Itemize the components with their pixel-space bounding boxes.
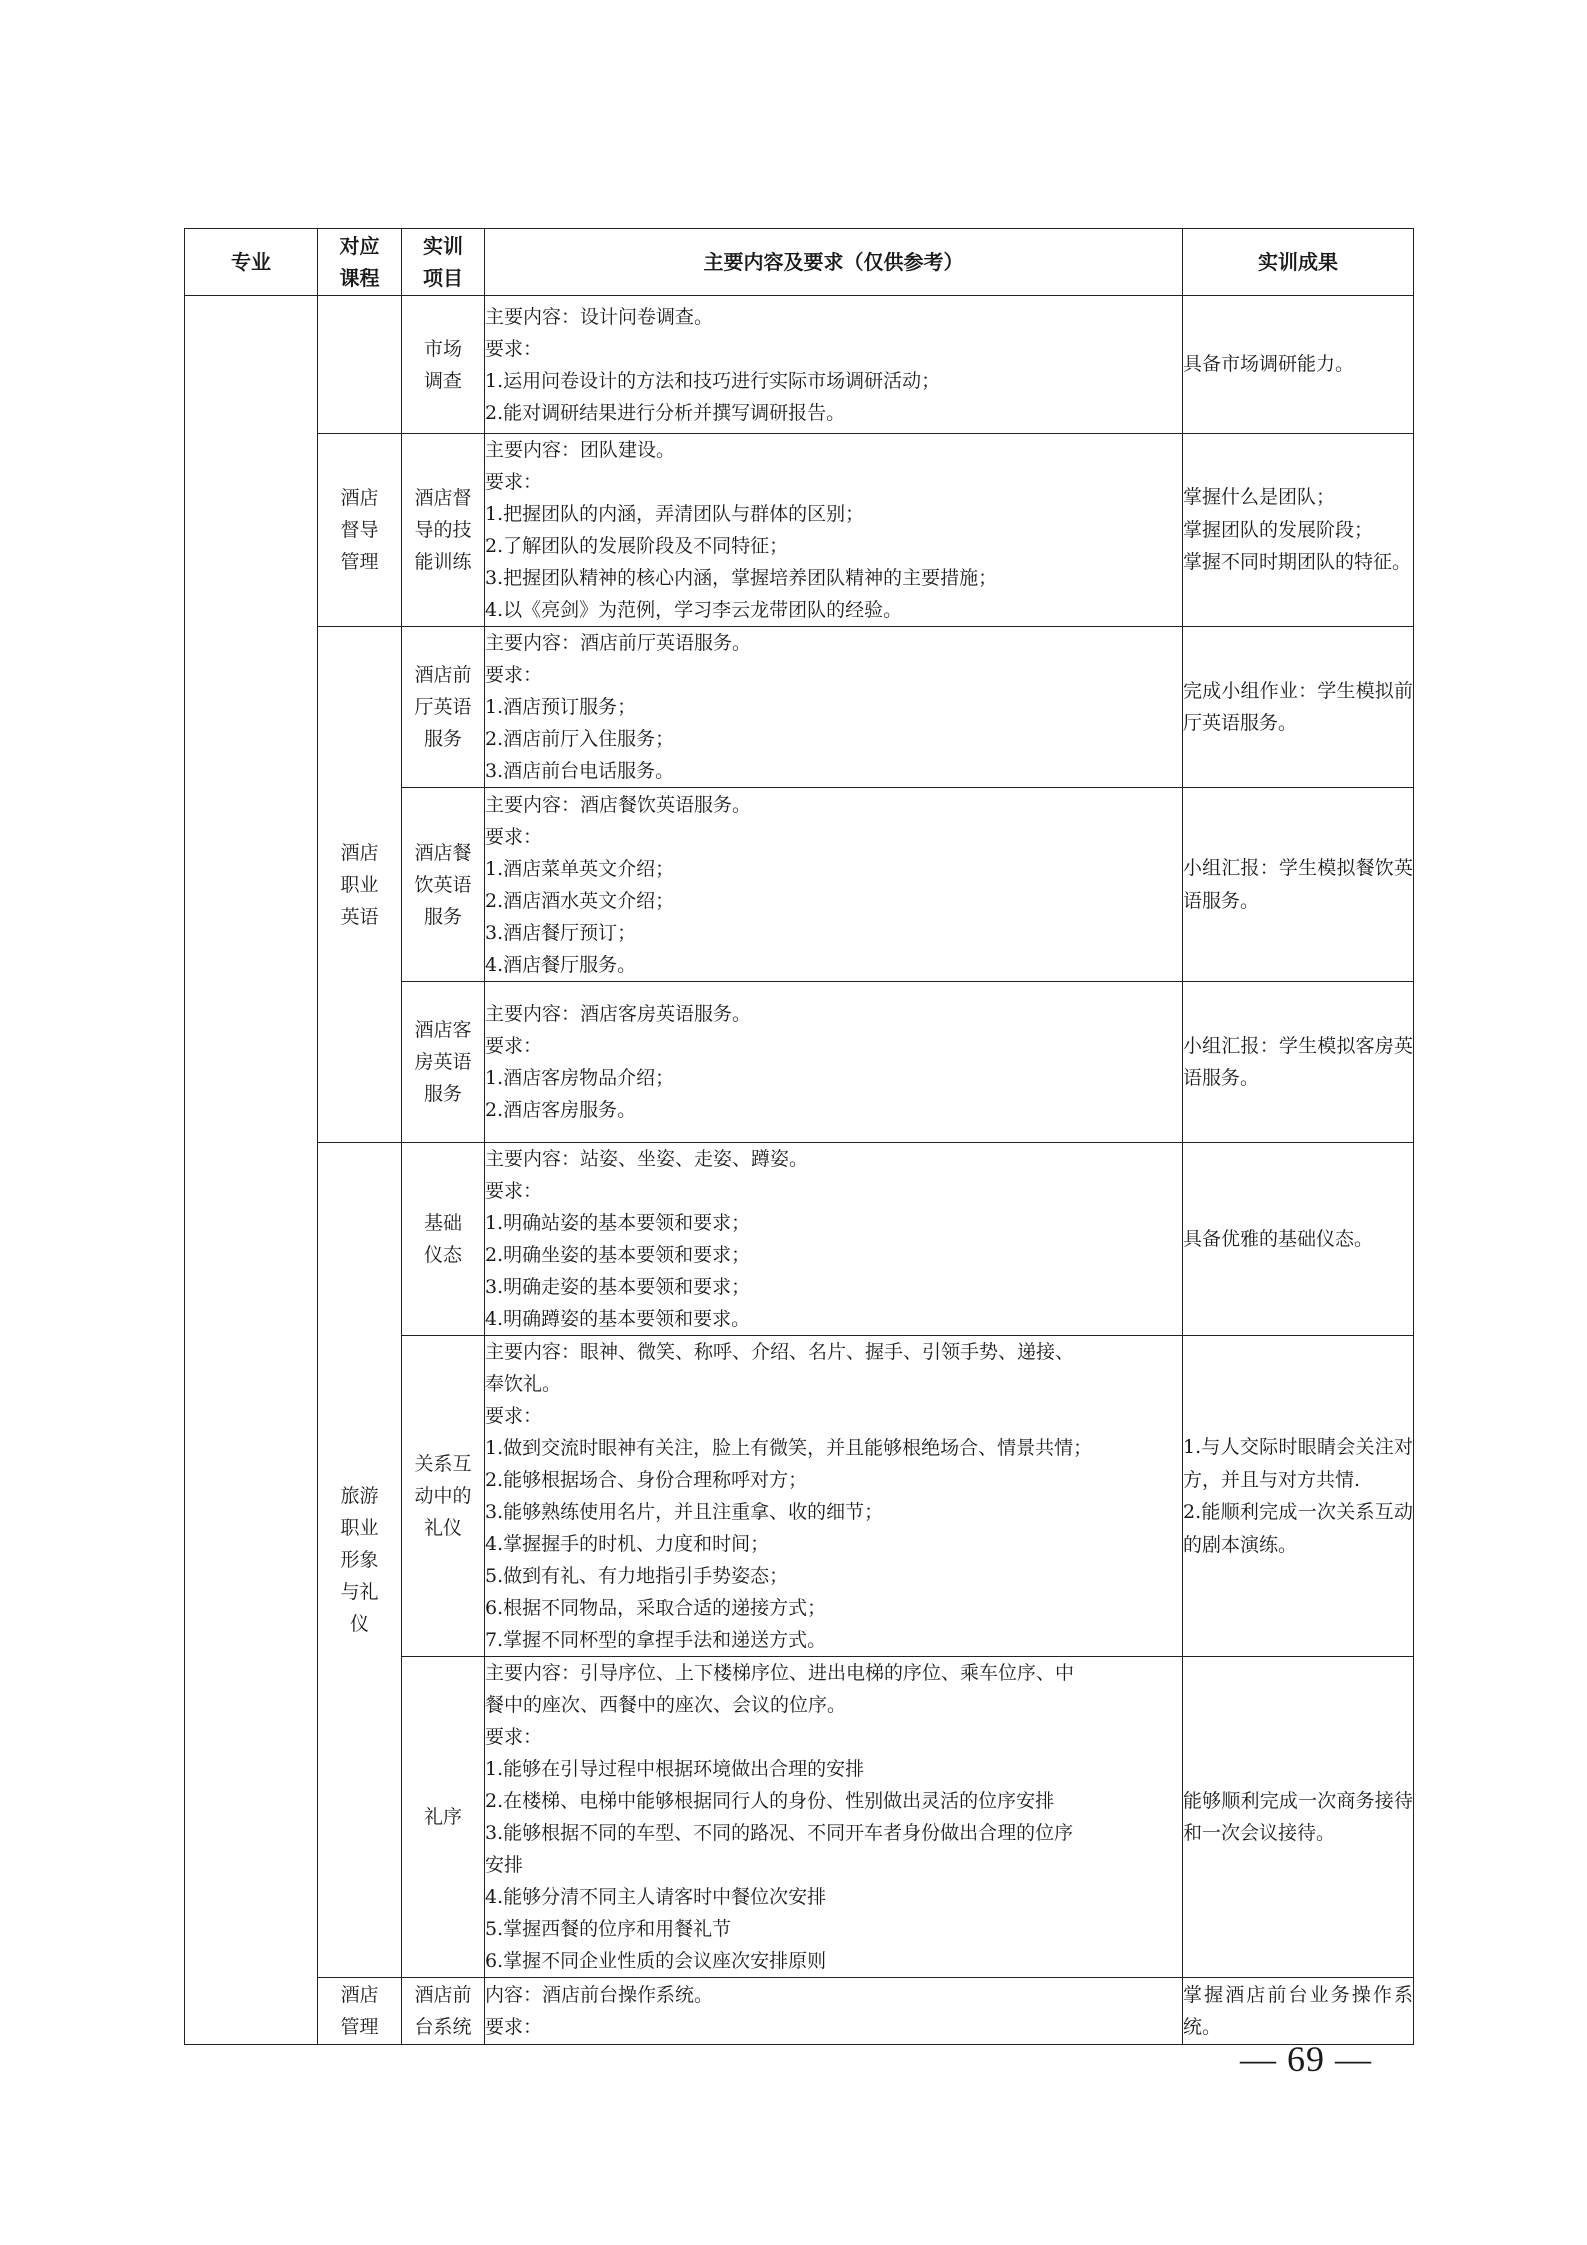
content-line: 3.明确走姿的基本要领和要求； — [485, 1276, 751, 1298]
cell-project: 关系互 动中的 礼仪 — [402, 1336, 485, 1657]
cell-content — [485, 1657, 1183, 1978]
content-line: 要求： — [485, 1180, 543, 1202]
cell-result — [1183, 627, 1414, 788]
content-line: 4.以《亮剑》为范例，学习李云龙带团队的经验。 — [485, 599, 903, 621]
content-line: 3.能够根据不同的车型、不同的路况、不同开车者身份做出合理的位序 — [485, 1822, 1074, 1844]
content-line: 1.酒店客房物品介绍； — [485, 1067, 675, 1089]
content-line: 2.酒店酒水英文介绍； — [485, 889, 675, 912]
header-major: 专业 — [185, 229, 318, 296]
cell-project: 酒店前 台系统 — [402, 1978, 485, 2045]
content-line: 3.酒店餐厅预订； — [485, 921, 637, 944]
result-line: 2.能顺利完成一次关系互动的剧本演练。 — [1183, 1501, 1413, 1556]
content-line: 2.能够根据场合、身份合理称呼对方； — [485, 1469, 808, 1491]
content-line: 2.能对调研结果进行分析并撰写调研报告。 — [485, 401, 846, 424]
cell-course: 酒店 督导 管理 — [318, 434, 402, 627]
content-line: 3.能够熟练使用名片，并且注重拿、收的细节； — [485, 1501, 884, 1523]
cell-project: 酒店前 厅英语 服务 — [402, 627, 485, 788]
result-line: 掌握酒店前台业务操作系统。 — [1183, 1983, 1413, 2038]
content-line: 主要内容：酒店前厅英语服务。 — [485, 632, 752, 654]
cell-content — [485, 1978, 1183, 2045]
cell-content — [485, 1143, 1183, 1336]
content-line: 1.明确站姿的基本要领和要求； — [485, 1212, 751, 1234]
result-line: 具备优雅的基础仪态。 — [1183, 1227, 1374, 1250]
table-row — [185, 434, 1414, 627]
content-line: 4.酒店餐厅服务。 — [485, 953, 637, 976]
content-line: 要求： — [485, 664, 543, 686]
cell-result — [1183, 1143, 1414, 1336]
content-line: 要求： — [485, 1035, 543, 1057]
content-line: 4.能够分清不同主人请客时中餐位次安排 — [485, 1886, 827, 1908]
content-line: 主要内容：酒店餐饮英语服务。 — [485, 793, 752, 816]
cell-content — [485, 627, 1183, 788]
result-line: 完成小组作业：学生模拟前厅英语服务。 — [1183, 679, 1413, 734]
content-line: 1.把握团队的内涵，弄清团队与群体的区别； — [485, 503, 865, 525]
content-line: 要求： — [485, 471, 543, 493]
cell-project: 酒店客 房英语 服务 — [402, 982, 485, 1143]
header-course: 对应 课程 — [318, 229, 402, 296]
content-line: 6.掌握不同企业性质的会议座次安排原则 — [485, 1950, 827, 1972]
header-result: 实训成果 — [1183, 229, 1414, 296]
content-line: 5.做到有礼、有力地指引手势姿态； — [485, 1565, 789, 1587]
cell-project: 市场 调查 — [402, 296, 485, 434]
header-project: 实训 项目 — [402, 229, 485, 296]
table-row — [185, 1978, 1414, 2045]
content-line: 安排 — [485, 1854, 524, 1876]
result-line: 小组汇报：学生模拟餐饮英语服务。 — [1183, 857, 1413, 912]
cell-content — [485, 1336, 1183, 1657]
content-line: 2.在楼梯、电梯中能够根据同行人的身份、性别做出灵活的位序安排 — [485, 1790, 1055, 1812]
content-line: 主要内容：团队建设。 — [485, 439, 676, 461]
content-line: 要求： — [485, 825, 543, 848]
cell-result — [1183, 788, 1414, 982]
content-line: 主要内容：眼神、微笑、称呼、介绍、名片、握手、引领手势、递接、 — [485, 1341, 1075, 1363]
content-line: 2.了解团队的发展阶段及不同特征； — [485, 535, 789, 557]
cell-content — [485, 434, 1183, 627]
content-line: 1.酒店预订服务； — [485, 696, 637, 718]
cell-result — [1183, 1336, 1414, 1657]
table-row — [185, 627, 1414, 788]
content-line: 要求： — [485, 2016, 543, 2038]
result-line: 具备市场调研能力。 — [1183, 353, 1355, 376]
cell-project: 酒店餐 饮英语 服务 — [402, 788, 485, 982]
result-line: 能够顺利完成一次商务接待和一次会议接待。 — [1183, 1789, 1413, 1844]
content-line: 要求： — [485, 1405, 543, 1427]
cell-content — [485, 296, 1183, 434]
content-line: 1.能够在引导过程中根据环境做出合理的安排 — [485, 1758, 865, 1780]
content-line: 4.明确蹲姿的基本要领和要求。 — [485, 1308, 751, 1330]
header-row — [185, 229, 1414, 296]
cell-result — [1183, 1657, 1414, 1978]
result-line: 掌握团队的发展阶段； — [1183, 518, 1374, 541]
content-line: 要求： — [485, 337, 543, 360]
content-line: 内容：酒店前台操作系统。 — [485, 1984, 714, 2006]
page-number: — 69 — — [1240, 2039, 1372, 2079]
cell-content — [485, 982, 1183, 1143]
content-line: 3.把握团队精神的核心内涵，掌握培养团队精神的主要措施； — [485, 567, 998, 589]
cell-content — [485, 788, 1183, 982]
content-line: 主要内容：引导序位、上下楼梯序位、进出电梯的序位、乘车位序、中 — [485, 1662, 1075, 1684]
table-row — [185, 1143, 1414, 1336]
cell-result — [1183, 434, 1414, 627]
cell-result — [1183, 982, 1414, 1143]
cell-project: 礼序 — [402, 1657, 485, 1978]
cell-result — [1183, 296, 1414, 434]
content-line: 5.掌握西餐的位序和用餐礼节 — [485, 1918, 732, 1940]
cell-course: 旅游 职业 形象 与礼 仪 — [318, 1143, 402, 1978]
cell-result — [1183, 1978, 1414, 2045]
training-table — [184, 228, 1414, 2045]
cell-major — [185, 296, 318, 2045]
result-line: 掌握不同时期团队的特征。 — [1183, 551, 1412, 574]
content-line: 7.掌握不同杯型的拿捏手法和递送方式。 — [485, 1629, 827, 1651]
result-line: 1.与人交际时眼睛会关注对方，并且与对方共情. — [1183, 1436, 1413, 1491]
content-line: 主要内容：站姿、坐姿、走姿、蹲姿。 — [485, 1148, 809, 1170]
content-line: 主要内容：酒店客房英语服务。 — [485, 1003, 752, 1025]
content-line: 3.酒店前台电话服务。 — [485, 760, 675, 782]
cell-course: 酒店 管理 — [318, 1978, 402, 2045]
cell-project: 基础 仪态 — [402, 1143, 485, 1336]
content-line: 2.酒店前厅入住服务； — [485, 728, 675, 750]
content-line: 2.明确坐姿的基本要领和要求； — [485, 1244, 751, 1266]
content-line: 1.运用问卷设计的方法和技巧进行实际市场调研活动； — [485, 369, 941, 392]
content-line: 1.酒店菜单英文介绍； — [485, 857, 675, 880]
cell-course: 酒店 职业 英语 — [318, 627, 402, 1143]
result-line: 掌握什么是团队； — [1183, 486, 1336, 509]
table-row — [185, 296, 1414, 434]
content-line: 1.做到交流时眼神有关注，脸上有微笑，并且能够根绝场合、情景共情； — [485, 1437, 1093, 1459]
content-line: 奉饮礼。 — [485, 1373, 562, 1395]
cell-project: 酒店督 导的技 能训练 — [402, 434, 485, 627]
result-line: 小组汇报：学生模拟客房英语服务。 — [1183, 1034, 1413, 1089]
content-line: 主要内容：设计问卷调查。 — [485, 305, 714, 328]
content-line: 餐中的座次、西餐中的座次、会议的位序。 — [485, 1694, 847, 1716]
content-line: 6.根据不同物品，采取合适的递接方式； — [485, 1597, 827, 1619]
content-line: 要求： — [485, 1726, 543, 1748]
header-content: 主要内容及要求（仅供参考） — [485, 229, 1183, 296]
cell-course — [318, 296, 402, 434]
content-line: 2.酒店客房服务。 — [485, 1099, 637, 1121]
content-line: 4.掌握握手的时机、力度和时间； — [485, 1533, 770, 1555]
